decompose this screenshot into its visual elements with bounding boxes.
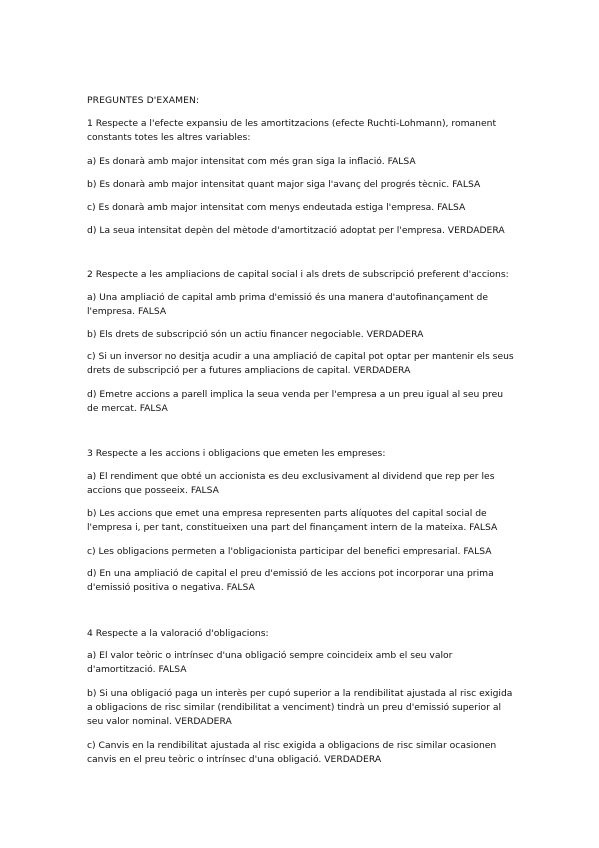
document-heading: PREGUNTES D'EXAMEN: [87,95,200,106]
q3-answer-b: b) Les accions que emet una empresa representen parts alíquotes del capital social de l'empresa i, per tant, constitueixen una part del finançament intern de la mateixa. FALSA [87,508,498,534]
q4-answer-c: c) Canvis en la rendibilitat ajustada al risc exigida a obligacions de risc similar ocasionen canvis en el preu teòric o intrínsec d'una obligació. VERDADERA [87,740,497,766]
q1-answer-a: a) Es donarà amb major intensitat com més gran siga la inflació. FALSA [87,156,416,167]
q2-answer-b: b) Els drets de subscripció són un actiu financer negociable. VERDADERA [87,329,424,340]
q2-answer-c: c) Si un inversor no desitja acudir a una ampliació de capital pot optar per mantenir els seus drets de subscripció per a futures ampliacions de capital. VERDADERA [87,351,514,377]
q3-answer-d: d) En una ampliació de capital el preu d'emissió de les accions pot incorporar una prima d'emissió positiva o negativa. FALSA [87,568,494,594]
q3-answer-a: a) El rendiment que obté un accionista es deu exclusivament al dividend que rep per les accions que posseeix. FALSA [87,471,495,497]
q4-question: 4 Respecte a la valoració d'obligacions: [87,628,269,639]
q1-answer-b: b) Es donarà amb major intensitat quant major siga l'avanç del progrés tècnic. FALSA [87,179,481,190]
q1-answer-d: d) La seua intensitat depèn del mètode d'amortització adoptat per l'empresa. VERDADERA [87,225,505,236]
q2-answer-a: a) Una ampliació de capital amb prima d'emissió és una manera d'autofinançament de l'empresa. FALSA [87,292,489,318]
q4-answer-b: b) Si una obligació paga un interès per cupó superior a la rendibilitat ajustada al risc exigida a obligacions de risc similar (rendibilitat a venciment) tindrà un preu d'emissió superior al seu valor nominal. VERDADERA [87,688,513,728]
q2-question: 2 Respecte a les ampliacions de capital social i als drets de subscripció preferent d'accions: [87,269,509,280]
q3-answer-c: c) Les obligacions permeten a l'obligacionista participar del benefici empresarial. FALSA [87,546,492,557]
q1-question: 1 Respecte a l'efecte expansiu de les amortitzacions (efecte Ruchti-Lohmann), romanent constants totes les altres variables: [87,118,497,144]
q2-answer-d: d) Emetre accions a parell implica la seua venda per l'empresa a un preu igual al seu preu de mercat. FALSA [87,389,504,415]
q1-answer-c: c) Es donarà amb major intensitat com menys endeutada estiga l'empresa. FALSA [87,202,466,213]
q3-question: 3 Respecte a les accions i obligacions que emeten les empreses: [87,448,386,459]
q4-answer-a: a) El valor teòric o intrínsec d'una obligació sempre coincideix amb el seu valor d'amortització. FALSA [87,650,453,676]
